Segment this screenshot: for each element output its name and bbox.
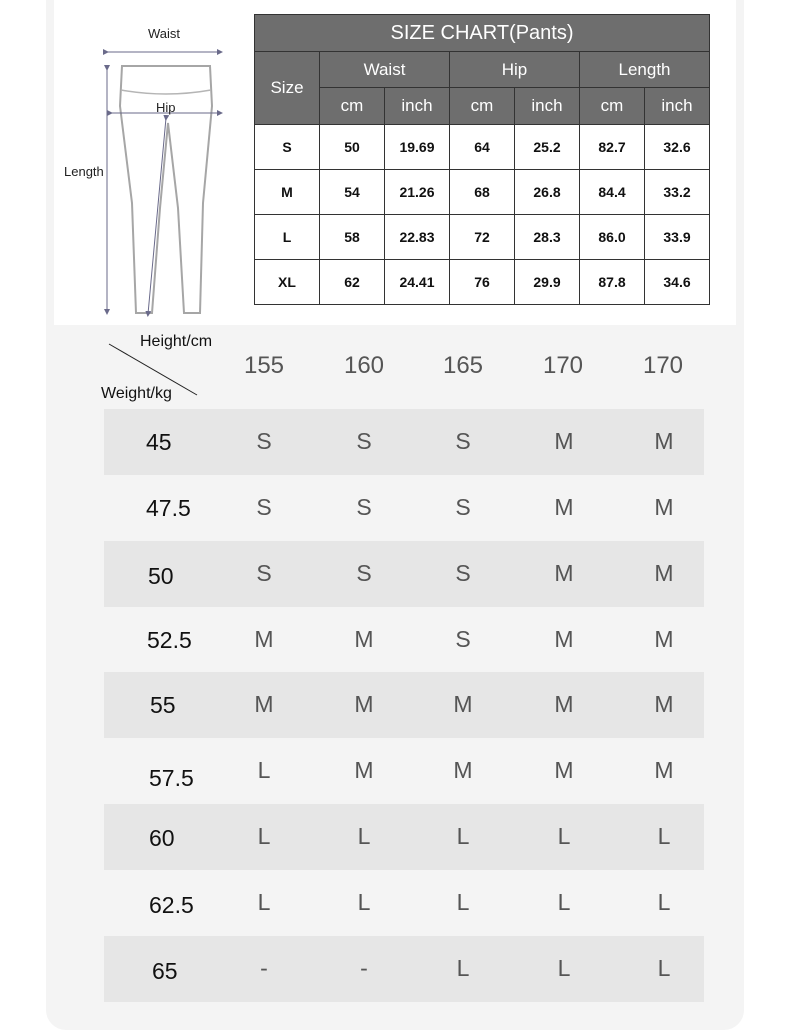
size-recommendation: M [554,691,574,717]
unit-header: cm [320,88,385,125]
size-recommendation: L [257,823,271,849]
size-recommendation: S [256,428,272,454]
size-recommendation: M [654,626,674,652]
size-recommendation: L [456,955,470,981]
value-cell: 87.8 [580,260,645,305]
size-recommendation: - [260,955,268,981]
weight-value: 47.5 [146,495,191,521]
value-cell: 50 [320,125,385,170]
unit-header: inch [385,88,450,125]
size-recommendation: S [256,494,272,520]
value-cell: 62 [320,260,385,305]
size-recommendation: M [554,757,574,783]
height-column-header: 170 [542,352,584,379]
length-group-header: Length [580,52,710,88]
length-label: Length [64,164,104,179]
size-recommendation: M [654,428,674,454]
weight-row [104,409,704,475]
value-cell: 84.4 [580,170,645,215]
value-cell: 64 [450,125,515,170]
size-recommendation: L [357,889,371,915]
waist-group-header: Waist [320,52,450,88]
size-recommendation: S [455,560,471,586]
size-recommendation: M [654,691,674,717]
unit-header: inch [515,88,580,125]
weight-value: 57.5 [149,765,194,791]
weight-value: 45 [146,429,172,455]
weight-value: 52.5 [147,627,192,653]
size-recommendation: L [257,757,271,783]
height-column-header: 155 [243,352,285,379]
hip-label: Hip [156,100,176,115]
size-recommendation: L [257,889,271,915]
size-recommendation: S [455,626,471,652]
size-recommendation: L [357,823,371,849]
value-cell: 28.3 [515,215,580,260]
weight-row [104,672,704,738]
height-axis-label: Height/cm [140,333,213,350]
height-column-header: 165 [442,352,484,379]
table-row [255,215,710,260]
size-recommendation: S [455,428,471,454]
size-cell: S [255,125,320,170]
weight-row [104,936,704,1002]
waist-label: Waist [148,26,181,41]
weight-axis-label: Weight/kg [101,385,172,402]
value-cell: 24.41 [385,260,450,305]
value-cell: 58 [320,215,385,260]
size-recommendation: M [554,494,574,520]
size-recommendation: M [354,626,374,652]
size-recommendation: S [356,428,372,454]
value-cell: 33.2 [645,170,710,215]
size-recommendation: L [456,823,470,849]
value-cell: 22.83 [385,215,450,260]
size-recommendation: L [456,889,470,915]
table-row [255,260,710,305]
size-cell: M [255,170,320,215]
size-column-header: Size [255,52,320,125]
table-row [255,170,710,215]
height-column-header: 170 [642,352,684,379]
value-cell: 86.0 [580,215,645,260]
value-cell: 21.26 [385,170,450,215]
value-cell: 76 [450,260,515,305]
size-cell: XL [255,260,320,305]
value-cell: 25.2 [515,125,580,170]
weight-row [104,541,704,607]
value-cell: 82.7 [580,125,645,170]
size-chart-title: SIZE CHART(Pants) [255,15,710,52]
hip-group-header: Hip [450,52,580,88]
weight-value: 60 [149,825,175,851]
size-recommendation: S [455,494,471,520]
size-recommendation: M [453,691,473,717]
value-cell: 34.6 [645,260,710,305]
unit-header: cm [450,88,515,125]
size-recommendation: M [554,428,574,454]
size-recommendation: M [354,757,374,783]
size-recommendation: L [657,823,671,849]
size-recommendation: M [254,626,274,652]
value-cell: 32.6 [645,125,710,170]
table-row [255,125,710,170]
weight-row [104,738,704,804]
size-recommendation: M [554,560,574,586]
size-recommendation: L [557,823,571,849]
weight-value: 55 [150,692,176,718]
weight-row [104,607,704,673]
pants-diagram [60,18,250,318]
height-column-header: 160 [343,352,385,379]
size-recommendation: M [453,757,473,783]
size-recommendation: M [554,626,574,652]
size-recommendation: - [360,955,368,981]
size-recommendation: M [654,757,674,783]
value-cell: 72 [450,215,515,260]
weight-value: 65 [152,958,178,984]
size-recommendation: L [557,889,571,915]
size-recommendation: L [657,889,671,915]
value-cell: 26.8 [515,170,580,215]
size-recommendation: M [654,494,674,520]
value-cell: 29.9 [515,260,580,305]
weight-value: 62.5 [149,892,194,918]
weight-value: 50 [148,563,174,589]
value-cell: 54 [320,170,385,215]
weight-row [104,870,704,936]
size-recommendation: M [654,560,674,586]
size-chart-table [254,14,710,305]
size-recommendation: S [356,494,372,520]
unit-header: inch [645,88,710,125]
size-recommendation: L [657,955,671,981]
weight-row [104,804,704,870]
size-recommendation: M [254,691,274,717]
weight-row [104,475,704,541]
value-cell: 33.9 [645,215,710,260]
size-recommendation: M [354,691,374,717]
size-recommendation: S [356,560,372,586]
value-cell: 68 [450,170,515,215]
size-recommendation: L [557,955,571,981]
size-cell: L [255,215,320,260]
value-cell: 19.69 [385,125,450,170]
size-recommendation: S [256,560,272,586]
unit-header: cm [580,88,645,125]
